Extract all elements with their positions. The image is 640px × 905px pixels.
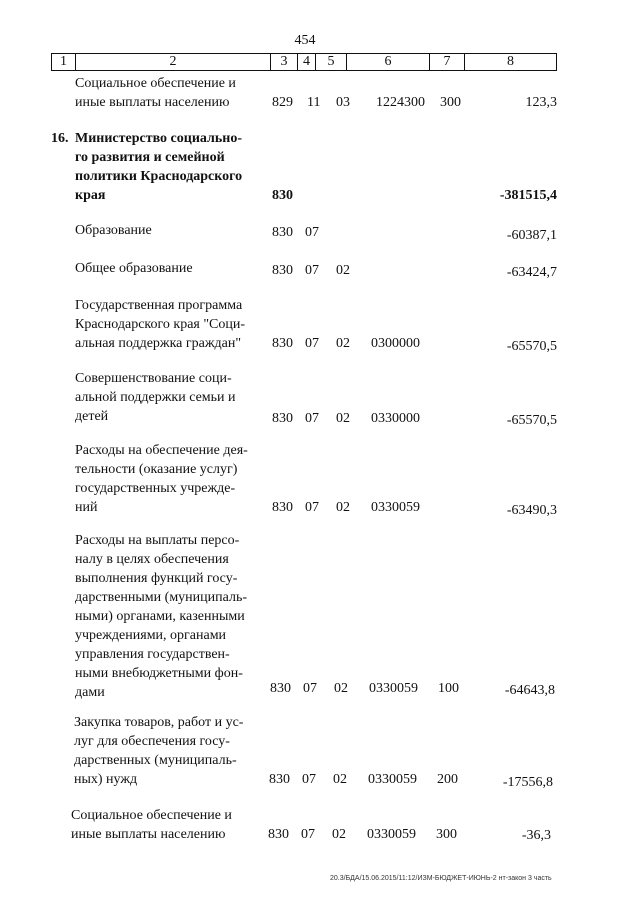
cell-amount: -17556,8 [502,775,553,790]
cell-ministry-code: 830 [272,263,293,278]
cell-target-article: 0330059 [371,500,420,515]
row-description [74,713,264,789]
cell-target-article: 1224300 [376,95,425,110]
cell-ministry-code: 829 [272,95,293,110]
description-line: государственных учрежде- [75,481,236,496]
table-row [0,713,640,793]
description-line: Совершенствование соци- [75,371,232,386]
column-header-2: 2 [76,54,271,71]
column-header-5: 5 [316,54,347,71]
cell-target-article: 0330059 [369,681,418,696]
row-description [75,296,265,353]
cell-target-article: 0330059 [368,772,417,787]
cell-subsection: 02 [334,681,348,696]
description-line: иные выплаты населению [75,95,230,110]
cell-ministry-code: 830 [272,188,293,203]
description-line: выполнения функций госу- [75,571,238,586]
column-header-1: 1 [52,54,76,71]
cell-amount: 123,3 [525,95,557,110]
cell-expense-type: 100 [438,681,459,696]
cell-ministry-code: 830 [269,772,290,787]
table-row [0,259,640,279]
cell-amount: -63424,7 [506,265,557,280]
description-line: Краснодарского края "Соци- [75,317,246,332]
description-line: края [75,188,106,203]
cell-ministry-code: 830 [272,411,293,426]
cell-subsection: 02 [336,263,350,278]
description-line: альная поддержка граждан" [75,336,242,351]
cell-subsection: 02 [336,500,350,515]
cell-amount: -65570,5 [506,339,557,354]
row-description [75,259,265,278]
row-description [75,221,265,240]
cell-amount: -64643,8 [504,683,555,698]
cell-ministry-code: 830 [272,336,293,351]
table-row [0,74,640,114]
cell-ministry-code: 830 [268,827,289,842]
cell-expense-type: 300 [440,95,461,110]
row-description [71,806,261,844]
column-header-table [51,53,557,71]
table-row [0,296,640,356]
description-line: ных) нужд [74,772,138,787]
table-row [0,531,640,706]
cell-ministry-code: 830 [270,681,291,696]
document-footer: 20.3/БДА/15.06.2015/11:12/ИЗМ-БЮДЖЕТ-ИЮНЬ-2 нт-закон 3 часть [330,875,552,882]
column-header-6: 6 [347,54,430,71]
description-line: Расходы на обеспечение дея- [75,443,248,458]
column-header-8: 8 [465,54,557,71]
cell-section: 07 [305,263,319,278]
description-line: Расходы на выплаты персо- [75,533,240,548]
description-line: дарственных (муниципаль- [74,753,237,768]
cell-ministry-code: 830 [272,225,293,240]
description-line: Государственная программа [75,298,243,313]
column-header-3: 3 [271,54,298,71]
description-line: учреждениями, органами [75,628,227,643]
cell-section: 07 [305,500,319,515]
table-row [0,221,640,241]
description-line: Общее образование [75,261,193,276]
cell-subsection: 02 [332,827,346,842]
row-description [75,74,265,112]
cell-expense-type: 200 [437,772,458,787]
cell-subsection: 03 [336,95,350,110]
cell-amount: -63490,3 [506,503,557,518]
cell-section: 07 [302,772,316,787]
column-header-row [52,54,557,71]
description-line: альной поддержки семьи и [75,390,236,405]
row-description [75,369,265,426]
cell-section: 07 [305,411,319,426]
description-line: ными) органами, казенными [75,609,245,624]
cell-section: 07 [303,681,317,696]
description-line: Министерство социально- [75,131,243,146]
column-header-7: 7 [430,54,465,71]
row-description [75,129,265,205]
description-line: дарственными (муниципаль- [75,590,248,605]
cell-subsection: 02 [333,772,347,787]
description-line: детей [75,409,109,424]
description-line: налу в целях обеспечения [75,552,229,567]
description-line: Закупка товаров, работ и ус- [74,715,244,730]
row-description [75,531,265,702]
cell-amount: -36,3 [521,828,551,843]
cell-amount: -65570,5 [506,413,557,428]
cell-ministry-code: 830 [272,500,293,515]
description-line: управления государствен- [75,647,230,662]
table-row [0,806,640,846]
cell-target-article: 0330000 [371,411,420,426]
description-line: Социальное обеспечение и [75,76,236,91]
cell-expense-type: 300 [436,827,457,842]
cell-target-article: 0300000 [371,336,420,351]
row-number: 16. [51,131,69,146]
cell-subsection: 02 [336,411,350,426]
description-line: Социальное обеспечение и [71,808,232,823]
description-line: тельности (оказание услуг) [75,462,238,477]
description-line: иные выплаты населению [71,827,226,842]
column-header-4: 4 [298,54,316,71]
description-line: Образование [75,223,152,238]
cell-subsection: 02 [336,336,350,351]
table-row [0,369,640,429]
description-line: го развития и семейной [75,150,225,165]
description-line: дами [75,685,105,700]
cell-section: 07 [305,336,319,351]
description-line: луг для обеспечения госу- [74,734,230,749]
description-line: ний [75,500,98,515]
cell-section: 11 [307,95,321,110]
row-description [75,441,265,517]
description-line: политики Краснодарского [75,169,243,184]
cell-amount: -60387,1 [506,228,557,243]
description-line: ными внебюджетными фон- [75,666,243,681]
cell-section: 07 [301,827,315,842]
page-number: 454 [294,33,316,48]
cell-target-article: 0330059 [367,827,416,842]
table-row [0,129,640,209]
cell-section: 07 [305,225,319,240]
table-row [0,441,640,521]
cell-amount: -381515,4 [499,188,557,203]
